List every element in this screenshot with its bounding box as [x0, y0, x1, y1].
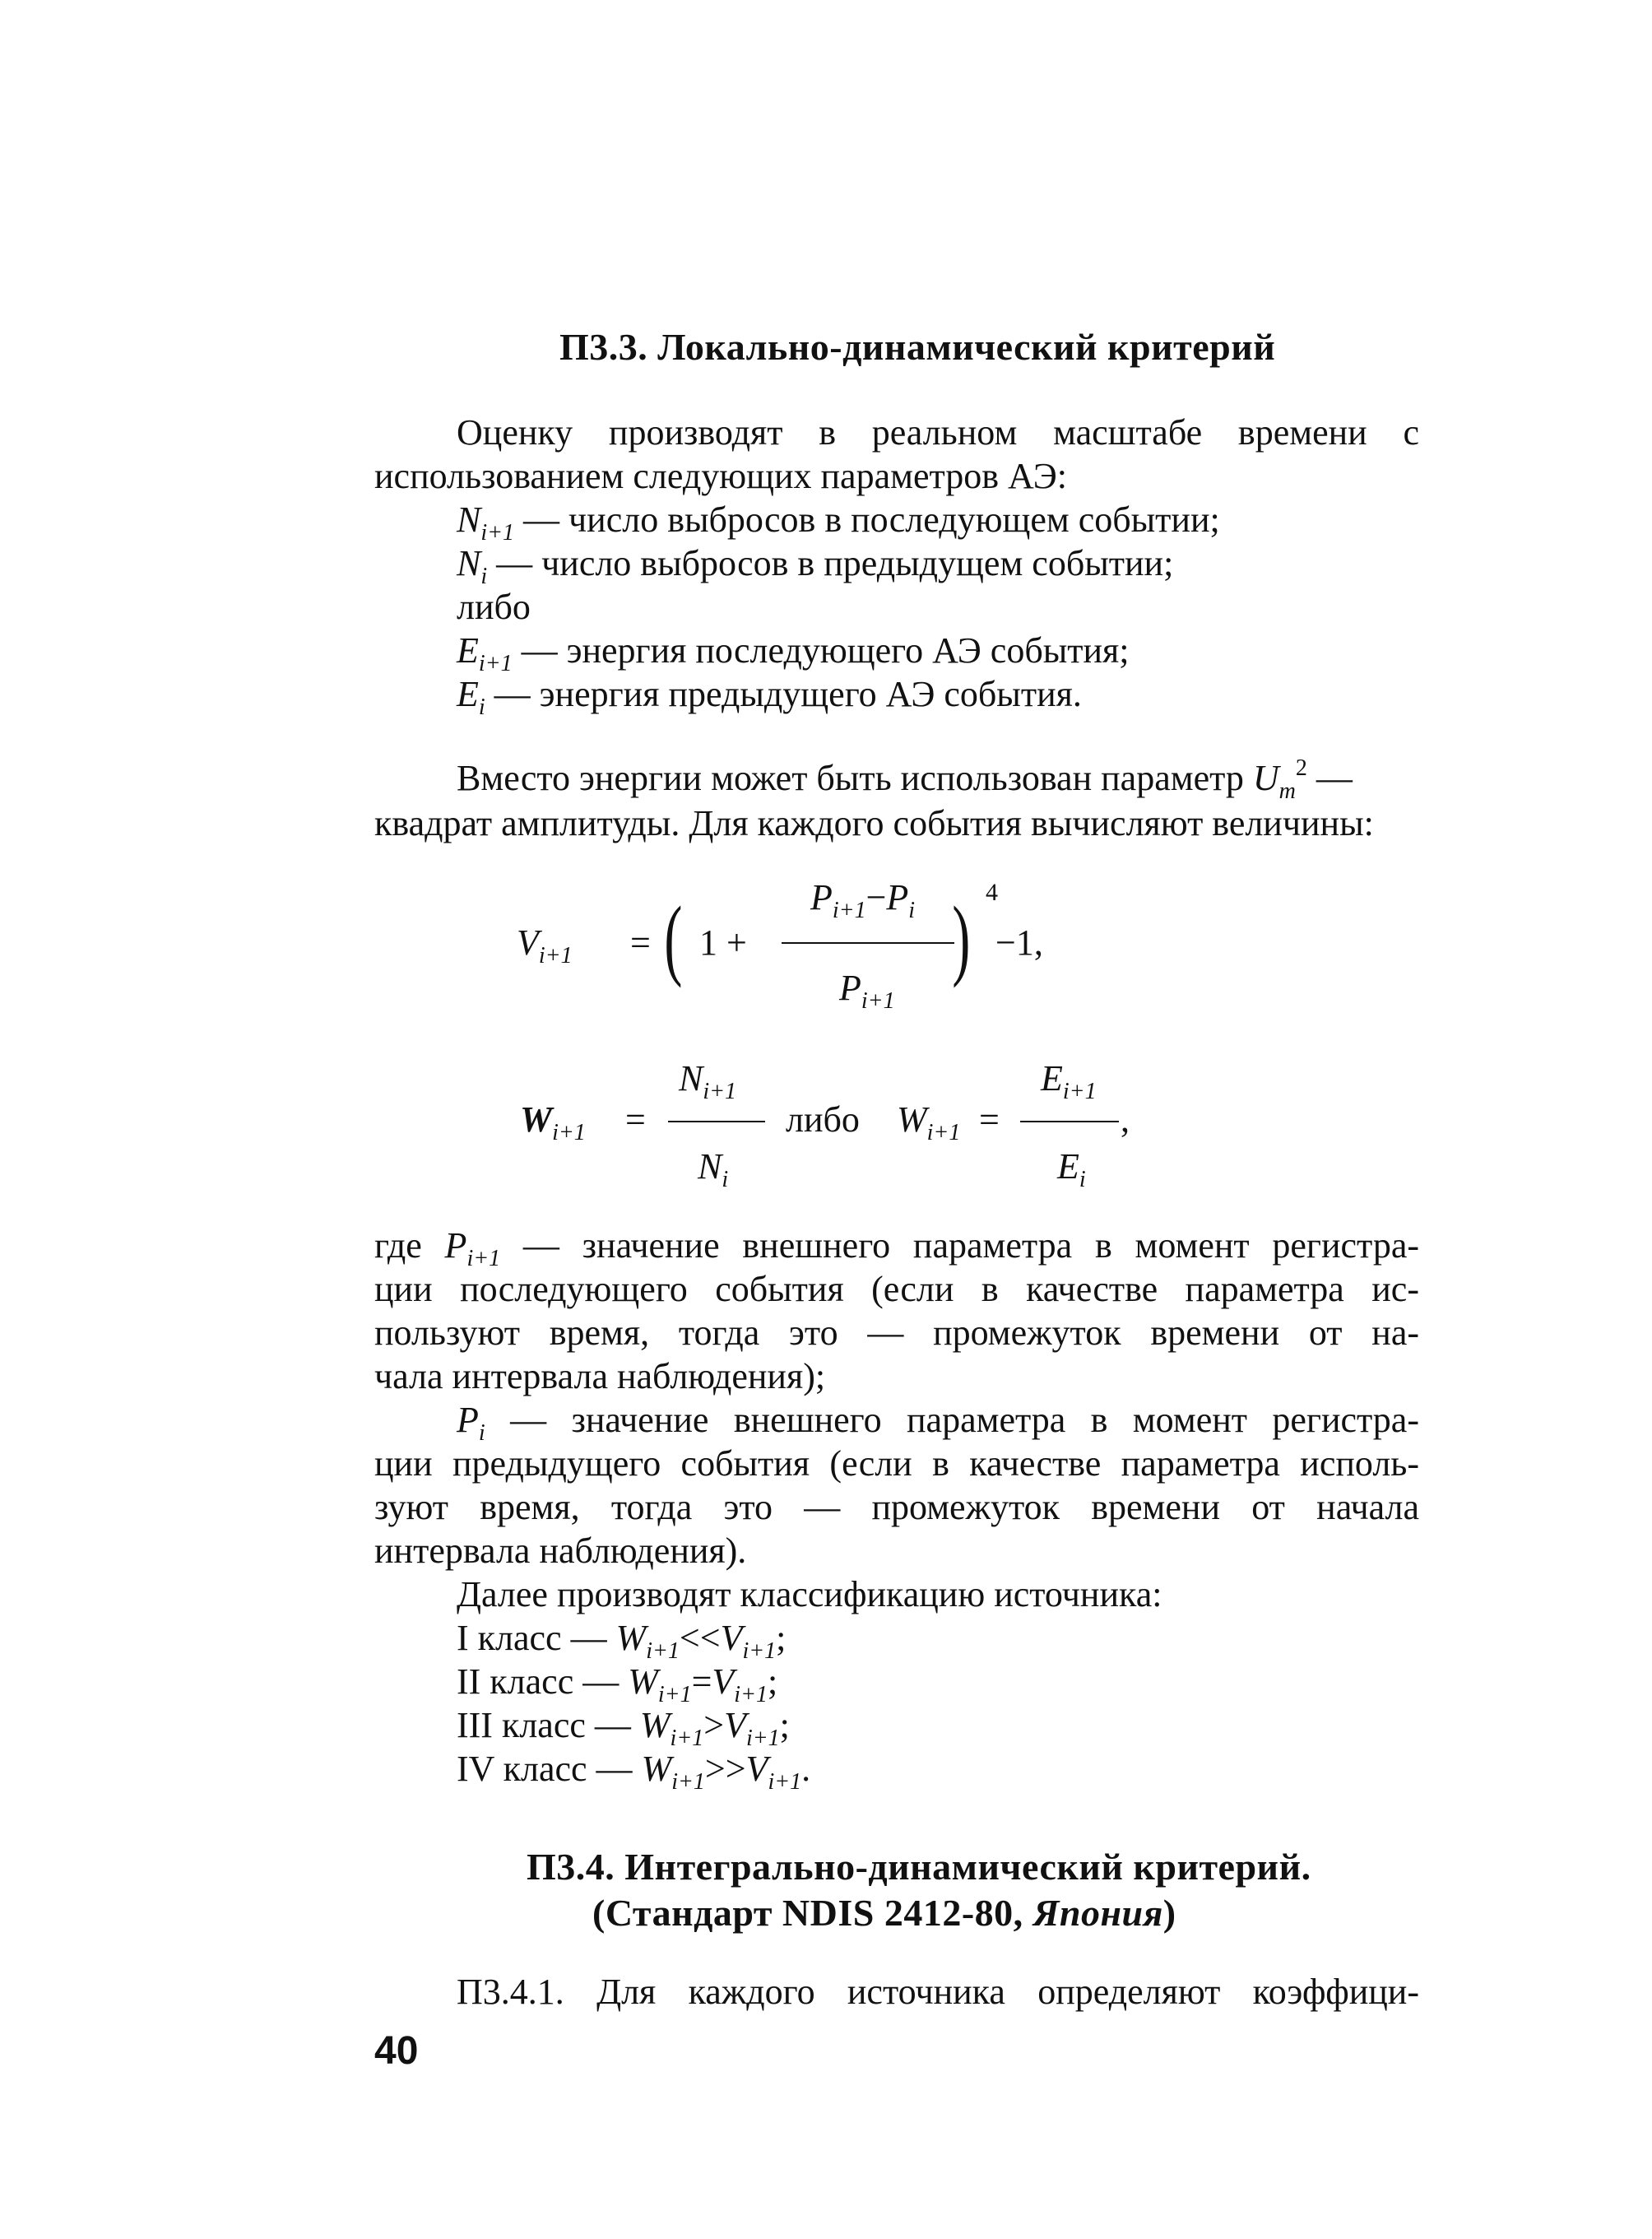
formula-w-eq: =	[625, 1099, 646, 1140]
where-p-next-line-1: где $P_{i+1}$ — значение внешнего параметра в момент регистра-	[374, 1225, 1419, 1271]
where-p-next-line-4: чала интервала наблюдения);	[374, 1356, 826, 1396]
right-paren: )	[952, 888, 971, 988]
either-word: либо	[457, 587, 531, 627]
class-item-1: I класс — $W_{i+1}<<V_{i+1}$;	[457, 1618, 787, 1664]
formula-v-fraction-line	[782, 942, 954, 944]
formula-w-num-e: $E_{i+1}$	[1041, 1058, 1097, 1104]
formula-v-eq: =	[630, 922, 651, 963]
formula-v-tail: −1,	[995, 922, 1043, 963]
formula-v-power: 4	[986, 879, 998, 906]
definition-text: — энергия предыдущего АЭ события.	[485, 674, 1082, 714]
superscript: 2	[1295, 755, 1307, 781]
formula-w-comma: ,	[1121, 1099, 1130, 1140]
subscript: i	[478, 694, 485, 720]
formula-w-lhs-2: $W_{i+1}$	[897, 1099, 961, 1145]
formula-w-fraction-line-2	[1020, 1121, 1119, 1122]
section-heading-3-4-line-1: П3.4. Интегрально-динамический критерий.	[527, 1846, 1311, 1888]
where-p-next-line-2: ции последующего события (если в качестве параметра ис-	[374, 1269, 1419, 1309]
formula-v-lhs: $V_{i+1}$	[517, 922, 573, 969]
definition-text: — число выбросов в последующем событии;	[514, 499, 1220, 540]
page-number: 40	[374, 2029, 419, 2073]
symbol-n: N	[457, 499, 481, 540]
subscript: i+1	[478, 651, 513, 676]
formula-w-lhs: $W_{i+1}$	[520, 1099, 586, 1145]
class-item-4: IV класс — $W_{i+1}>>V_{i+1}$.	[457, 1749, 811, 1795]
where-p-prev-line-4: интервала наблюдения).	[374, 1531, 747, 1571]
definition-n-prev	[457, 542, 1174, 589]
text: Вместо энергии может быть использован параметр	[457, 758, 1253, 798]
section-heading-3-3: П3.3. Локально-динамический критерий	[559, 326, 1276, 368]
definition-n-next	[457, 499, 1220, 546]
paragraph-3-4-1: П3.4.1. Для каждого источника определяют коэффици-	[457, 1972, 1419, 2012]
symbol-p: P	[444, 1225, 467, 1266]
definition-e-next	[457, 629, 1130, 676]
class-item-2: II класс — $W_{i+1}=V_{i+1}$;	[457, 1661, 778, 1707]
symbol-u: U	[1252, 758, 1279, 798]
formula-w-fraction-line-1	[668, 1121, 765, 1122]
formula-w-either: либо	[786, 1099, 860, 1140]
section-heading-3-4-line-2: (Стандарт NDIS 2412-80, Япония)	[592, 1892, 1176, 1934]
formula-w-den-n: $N_i$	[698, 1146, 729, 1192]
subscript: i	[480, 564, 488, 589]
definition-text: — энергия последующего АЭ события;	[512, 630, 1130, 671]
text: —	[1306, 758, 1353, 798]
intro-line-1: Оценку производят в реальном масштабе времени с	[457, 412, 1419, 453]
formula-w-den-e: $E_i$	[1057, 1146, 1086, 1192]
left-paren: (	[664, 888, 683, 988]
where-p-next-line-3: пользуют время, тогда это — промежуток времени от на-	[374, 1312, 1419, 1353]
formula-v-numerator: $P_{i+1}-P_i$	[810, 877, 916, 923]
subscript: m	[1278, 778, 1296, 804]
formula-w-eq-2: =	[979, 1099, 1000, 1140]
symbol-e: E	[457, 674, 479, 714]
energy-alt-line-2: квадрат амплитуды. Для каждого события вычисляют величины:	[374, 803, 1374, 843]
energy-alt-line-1	[457, 755, 1353, 804]
formula-w-num-n: $N_{i+1}$	[679, 1058, 737, 1104]
symbol-e: E	[457, 630, 479, 671]
where-p-prev-line-1: $P_i$ — значение внешнего параметра в момент регистра-	[457, 1400, 1419, 1446]
formula-v-one-plus: 1 +	[699, 922, 747, 963]
symbol-p: P	[457, 1400, 479, 1440]
symbol-n: N	[457, 543, 481, 583]
where-p-prev-line-3: зуют время, тогда это — промежуток времени от начала	[374, 1487, 1419, 1527]
intro-line-2: использованием следующих параметров АЭ:	[374, 456, 1067, 496]
where-p-prev-line-2: ции предыдущего события (если в качестве параметра исполь-	[374, 1443, 1419, 1484]
subscript: i+1	[480, 520, 515, 546]
definition-text: — число выбросов в предыдущем событии;	[487, 543, 1174, 583]
definition-e-prev	[457, 673, 1082, 720]
classification-intro: Далее производят классификацию источника:	[457, 1574, 1162, 1614]
class-item-3: III класс — $W_{i+1}>V_{i+1}$;	[457, 1705, 790, 1751]
formula-v-denominator: $P_{i+1}$	[839, 968, 895, 1014]
